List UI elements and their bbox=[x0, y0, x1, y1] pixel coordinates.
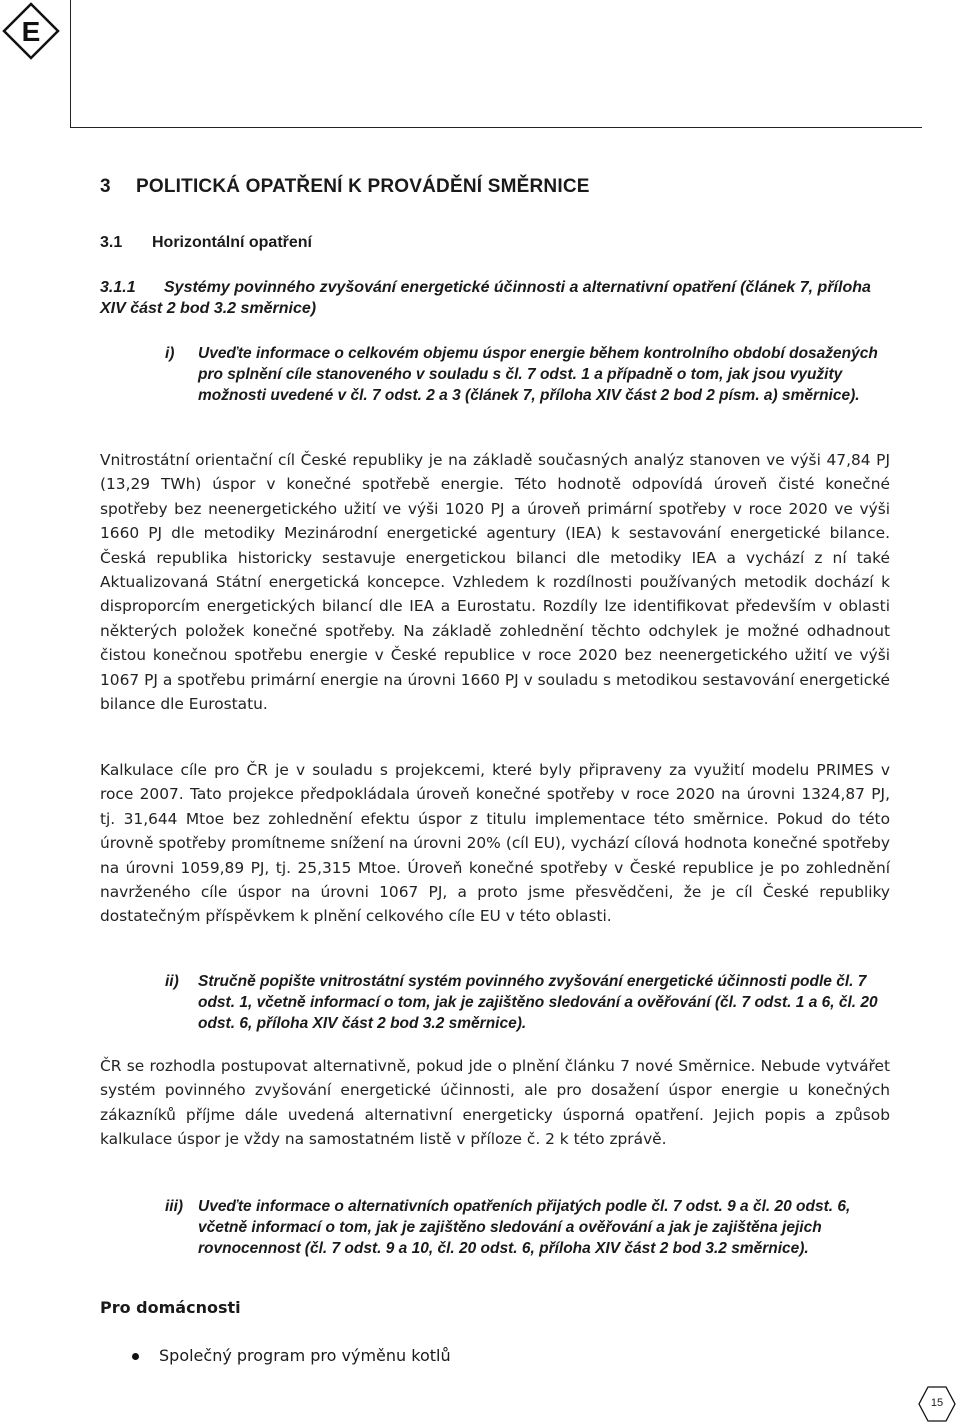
question-ii bbox=[165, 971, 893, 1034]
question-text: Uveďte informace o alternativních opatřeních přijatých podle čl. 7 odst. 9 a čl. 20 odst. 6, včetně informací o tom, jak je zajištěno sledování a ověřování a jak je zajištěna jejich rovnocennost (čl. 7 odst. 9 a 10, čl. 20 odst. 6, příloha XIV část 2 bod 3.2 směrnice). bbox=[198, 1198, 851, 1257]
question-iii bbox=[165, 1196, 893, 1259]
header-rule-horizontal bbox=[70, 127, 922, 128]
section-number: 3 bbox=[100, 176, 111, 197]
question-text: Uveďte informace o celkovém objemu úspor energie během kontrolního období dosažených pro splnění cíle stanoveného v souladu s čl. 7 odst. 1 a případně o tom, jak jsou využity možnosti uvedené v čl. 7 odst. 2 a 3 (článek 7, příloha XIV část 2 bod 2 písm. a) směrnice). bbox=[198, 345, 878, 404]
logo-letter: E bbox=[21, 16, 41, 47]
section-title: POLITICKÁ OPATŘENÍ K PROVÁDĚNÍ SMĚRNICE bbox=[136, 176, 590, 197]
list-item-text: Společný program pro výměnu kotlů bbox=[159, 1346, 451, 1365]
subsection-number: 3.1 bbox=[100, 234, 123, 251]
paragraph: ČR se rozhodla postupovat alternativně, pokud jde o plnění článku 7 nové Směrnice. Nebude vytvářet systém povinného zvyšování energetické účinnosti, ale pro dosažení úspor energie u konečných zákazníků příjme dále uvedená alternativní energeticky úsporná opatření. Jejich popis a způsob kalkulace úspor je vždy na samostatném listě v příloze č. 2 k této zprávě. bbox=[100, 1057, 890, 1149]
question-i bbox=[165, 343, 893, 406]
list-item bbox=[132, 1346, 451, 1365]
subsection-heading bbox=[100, 234, 312, 252]
subsection-title: Horizontální opatření bbox=[152, 234, 312, 251]
question-text: Stručně popište vnitrostátní systém povinného zvyšování energetické účinnosti podle čl. 7 odst. 1, včetně informací o tom, jak je zajištěno sledování a ověřování (čl. 7 odst. 1 a 6, čl. 20 odst. 6, příloha XIV část 2 bod 3.2 směrnice). bbox=[198, 973, 878, 1032]
paragraph: Vnitrostátní orientační cíl České republiky je na základě současných analýz stanoven ve výši 47,84 PJ (13,29 TWh) úspor v konečné spotřebě energie. Této hodnotě odpovídá úroveň čisté konečné spotřeby bez neenergetického užití ve výši 1020 PJ a úroveň primární spotřeby v roce 2020 ve výši 1660 PJ dle metodiky Mezinárodní energetické agentury (IEA) k sestavování energetické bilance. Česká republika historicky sestavuje energetickou bilanci dle metodiky IEA a vychází z ní také Aktualizovaná Státní energetická koncepce. Vzhledem k rozdílnosti používaných metodik dochází k disproporcím energetických bilancí dle IEA a Eurostatu. Rozdíly lze identifikovat především v oblasti některých položek konečné spotřeby. Na základě zohlednění těchto odchylek je možné odhadnout čistou konečnou spotřebu energie v České republice v roce 2020 bez neenergetického užití ve výši 1067 PJ a spotřebu primární energie na úrovni 1660 PJ v souladu s metodikou sestavování energetické bilance dle Eurostatu. bbox=[100, 451, 890, 714]
question-label: iii) bbox=[165, 1198, 184, 1215]
household-heading: Pro domácnosti bbox=[100, 1298, 241, 1317]
question-label: ii) bbox=[165, 973, 179, 990]
logo-icon bbox=[0, 0, 62, 62]
bullet-icon bbox=[132, 1353, 139, 1360]
question-label: i) bbox=[165, 345, 175, 362]
subsubsection-title: Systémy povinného zvyšování energetické účinnosti a alternativní opatření (článek 7, příloha XIV část 2 bod 3.2 směrnice) bbox=[100, 279, 871, 317]
subsubsection-number: 3.1.1 bbox=[100, 279, 136, 296]
page-number: 15 bbox=[930, 1397, 944, 1409]
section-heading bbox=[100, 176, 590, 198]
paragraph: Kalkulace cíle pro ČR je v souladu s projekcemi, které byly připraveny za využití modelu PRIMES v roce 2007. Tato projekce předpokládala úroveň konečné spotřeby v roce 2020 na úrovni 1324,87 PJ, tj. 31,644 Mtoe bez zohlednění efektu úspor z titulu implementace této směrnice. Pokud do této úrovně spotřeby promítneme snížení na úrovni 20% (cíl EU), vychází cílová hodnota konečné spotřeby na úrovni 1059,89 PJ, tj. 25,315 Mtoe. Úroveň konečné spotřeby v České republice je po zohlednění navrženého cíle úspor na úrovni 1067 PJ, a proto jsme přesvědčeni, že je cíl České republiky dostatečným příspěvkem k plnění celkového cíle EU v této oblasti. bbox=[100, 761, 890, 926]
header-rule-vertical bbox=[70, 0, 71, 128]
subsubsection-heading bbox=[100, 277, 892, 319]
